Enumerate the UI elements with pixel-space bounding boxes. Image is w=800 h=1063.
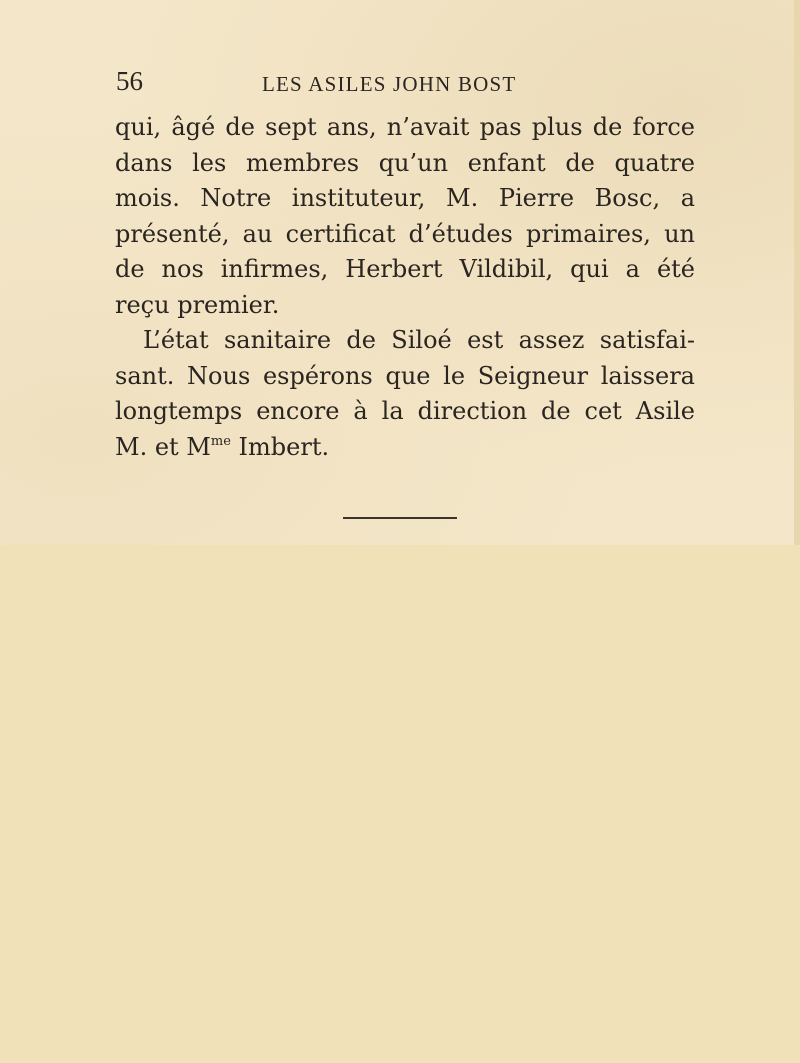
blank-lower-area <box>0 545 800 1063</box>
text-line-last <box>115 430 695 466</box>
page-edge-shadow <box>794 0 800 545</box>
text-line: sant. Nous espérons que le Seigneur laissera <box>115 361 695 390</box>
text-line: longtemps encore à la direction de cet Asile <box>115 397 695 425</box>
text-line: qui, âgé de sept ans, n’avait pas plus de force <box>115 113 695 141</box>
text-line: reçu premier. <box>115 290 280 319</box>
running-title: LES ASILES JOHN BOST <box>262 72 517 96</box>
page-number: 56 <box>116 66 143 96</box>
section-divider-rule <box>343 517 457 519</box>
text-line: mois. Notre instituteur, M. Pierre Bosc, a <box>115 184 695 212</box>
superscript-abbreviation: me <box>210 433 231 449</box>
last-line-prefix: M. et M <box>115 432 211 461</box>
body-paragraphs <box>115 110 695 465</box>
text-line: dans les membres qu’un enfant de quatre <box>115 148 695 177</box>
last-line-suffix: Imbert. <box>230 432 330 461</box>
text-line: de nos infirmes, Herbert Vildibil, qui a été <box>115 255 695 283</box>
text-line: présenté, au certificat d’études primaires, un <box>115 219 695 248</box>
text-line: L’état sanitaire de Siloé est assez satisfai- <box>143 326 695 354</box>
